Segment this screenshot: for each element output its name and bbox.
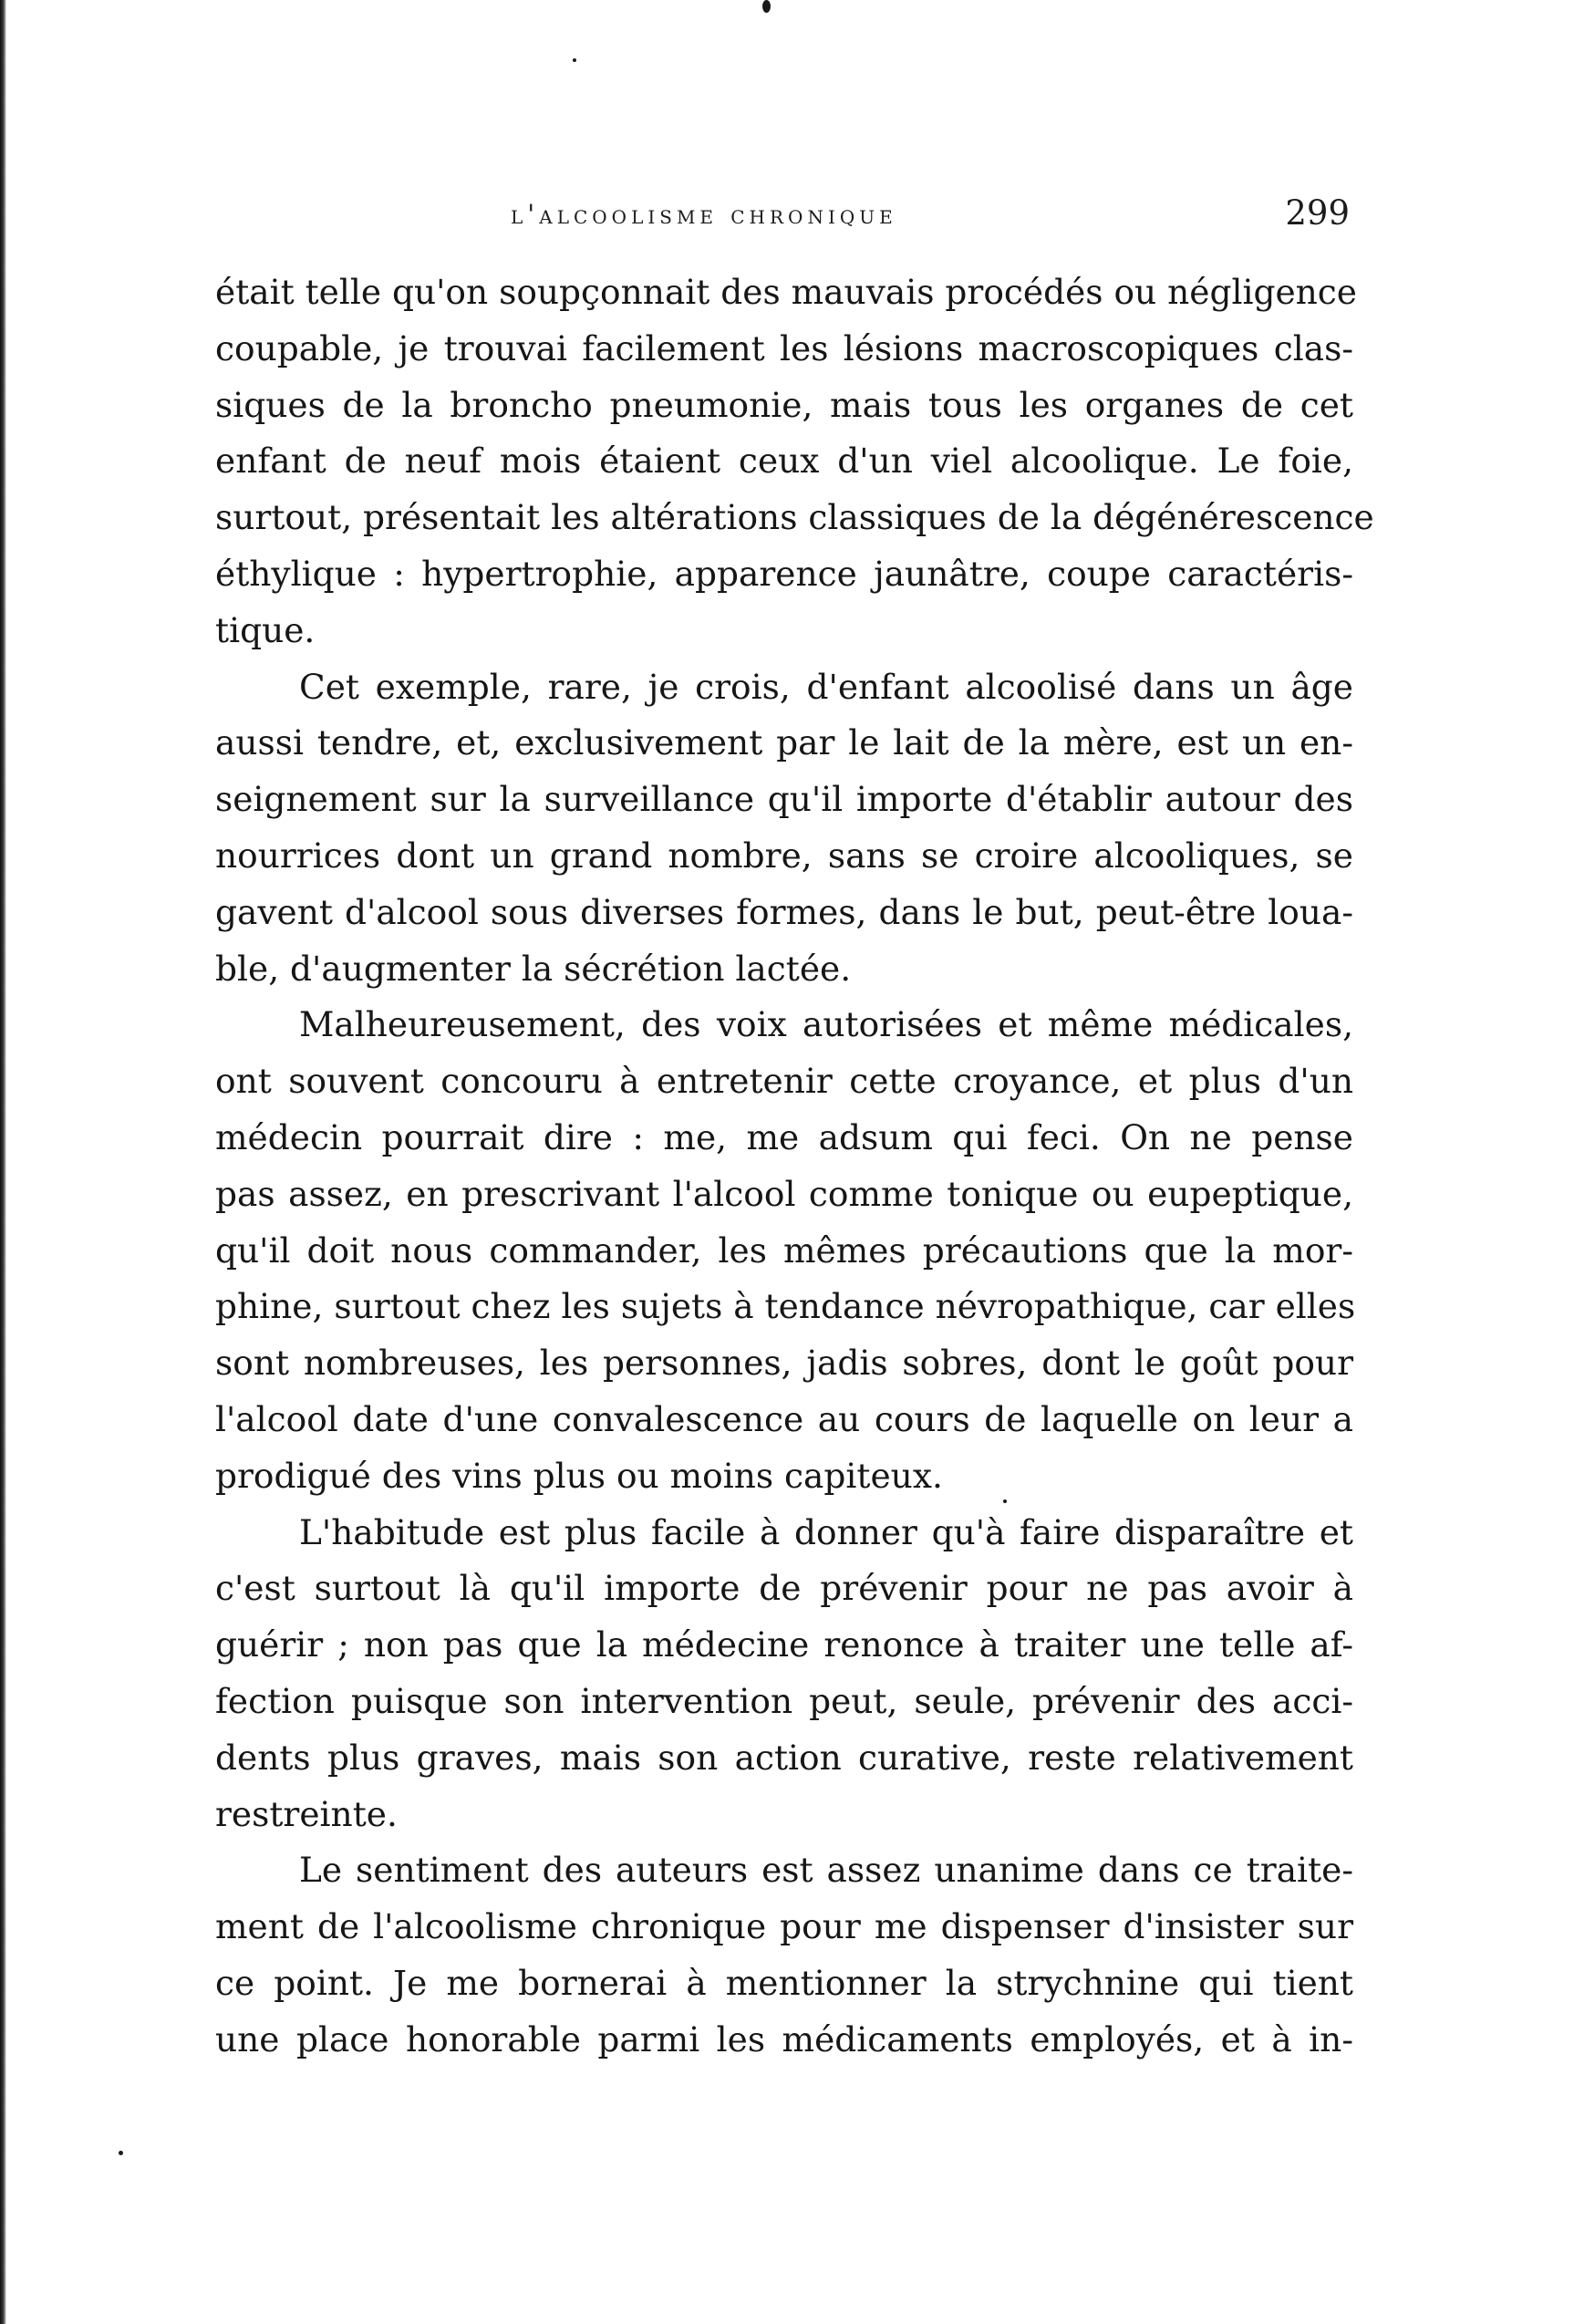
text-line: L'habitude est plus facile à donner qu'à faire disparaître et [299,1511,1353,1552]
text-line: ment de l'alcoolisme chronique pour me dispenser d'insister sur [215,1906,1353,1947]
text-line: aussi tendre, et, exclusivement par le lait de la mère, est un en- [215,722,1353,763]
paragraph [215,265,1374,659]
text-line: phine, surtout chez les sujets à tendance névropathique, car elles [215,1286,1356,1327]
text-line: Malheureusement, des voix autorisées et même médicales, [299,1004,1353,1045]
scan-speck [119,2151,123,2155]
text-line: Le sentiment des auteurs est assez unanime dans ce traite- [299,1850,1353,1891]
text-line: pas assez, en prescrivant l'alcool comme tonique ou eupeptique, [215,1173,1353,1214]
text-line: restreinte. [215,1793,398,1834]
text-line: seignement sur la surveillance qu'il importe d'établir autour des [215,779,1353,820]
paragraph [215,997,1356,1504]
text-line: coupable, je trouvai facilement les lésions macroscopiques clas- [215,327,1353,368]
paragraph [215,659,1353,998]
text-line: fection puisque son intervention peut, seule, prévenir des acci- [215,1680,1353,1721]
page-number: 299 [1285,193,1350,233]
text-line: éthylique : hypertrophie, apparence jaunâtre, coupe caractéris- [215,553,1353,594]
scan-speck-top [762,0,771,13]
text-line: surtout, présentait les altérations classiques de la dégénérescence [215,497,1374,538]
text-line: enfant de neuf mois étaient ceux d'un viel alcoolique. Le foie, [215,441,1353,482]
scan-left-edge [0,0,6,2324]
text-line: était telle qu'on soupçonnait des mauvais procédés ou négligence [215,272,1358,312]
text-line: qu'il doit nous commander, les mêmes précautions que la mor- [215,1229,1353,1271]
text-line: dents plus graves, mais son action curative, reste relativement [215,1737,1353,1778]
text-line: prodigué des vins plus ou moins capiteux. [215,1455,943,1496]
text-line: sont nombreuses, les personnes, jadis sobres, dont le goût pour [215,1343,1353,1384]
text-line: gavent d'alcool sous diverses formes, dans le but, peut-être loua- [215,891,1353,932]
paragraph [215,1505,1353,1843]
text-line: tique. [215,609,316,650]
text-line: guérir ; non pas que la médecine renonce à traiter une telle af- [215,1624,1353,1665]
text-line: médecin pourrait dire : me, me adsum qui feci. On ne pense [215,1116,1353,1157]
page-header [511,193,1350,248]
text-line: une place honorable parmi les médicaments employés, et à in- [215,2018,1353,2059]
text-line: ont souvent concouru à entretenir cette croyance, et plus d'un [215,1061,1353,1102]
text-line: siques de la broncho pneumonie, mais tous les organes de cet [215,384,1353,425]
text-line: c'est surtout là qu'il importe de prévenir pour ne pas avoir à [215,1568,1353,1609]
text-line: ble, d'augmenter la sécrétion lactée. [215,948,852,989]
body-text [215,265,1374,2069]
running-title: l'alcoolisme chronique [511,199,897,230]
text-line: nourrices dont un grand nombre, sans se croire alcooliques, se [215,835,1353,876]
text-line: ce point. Je me bornerai à mentionner la strychnine qui tient [215,1962,1353,2003]
paragraph [215,1842,1353,2068]
text-line: l'alcool date d'une convalescence au cours de laquelle on leur a [215,1398,1353,1439]
text-line: Cet exemple, rare, je crois, d'enfant alcoolisé dans un âge [299,666,1353,707]
scan-speck [573,58,576,62]
